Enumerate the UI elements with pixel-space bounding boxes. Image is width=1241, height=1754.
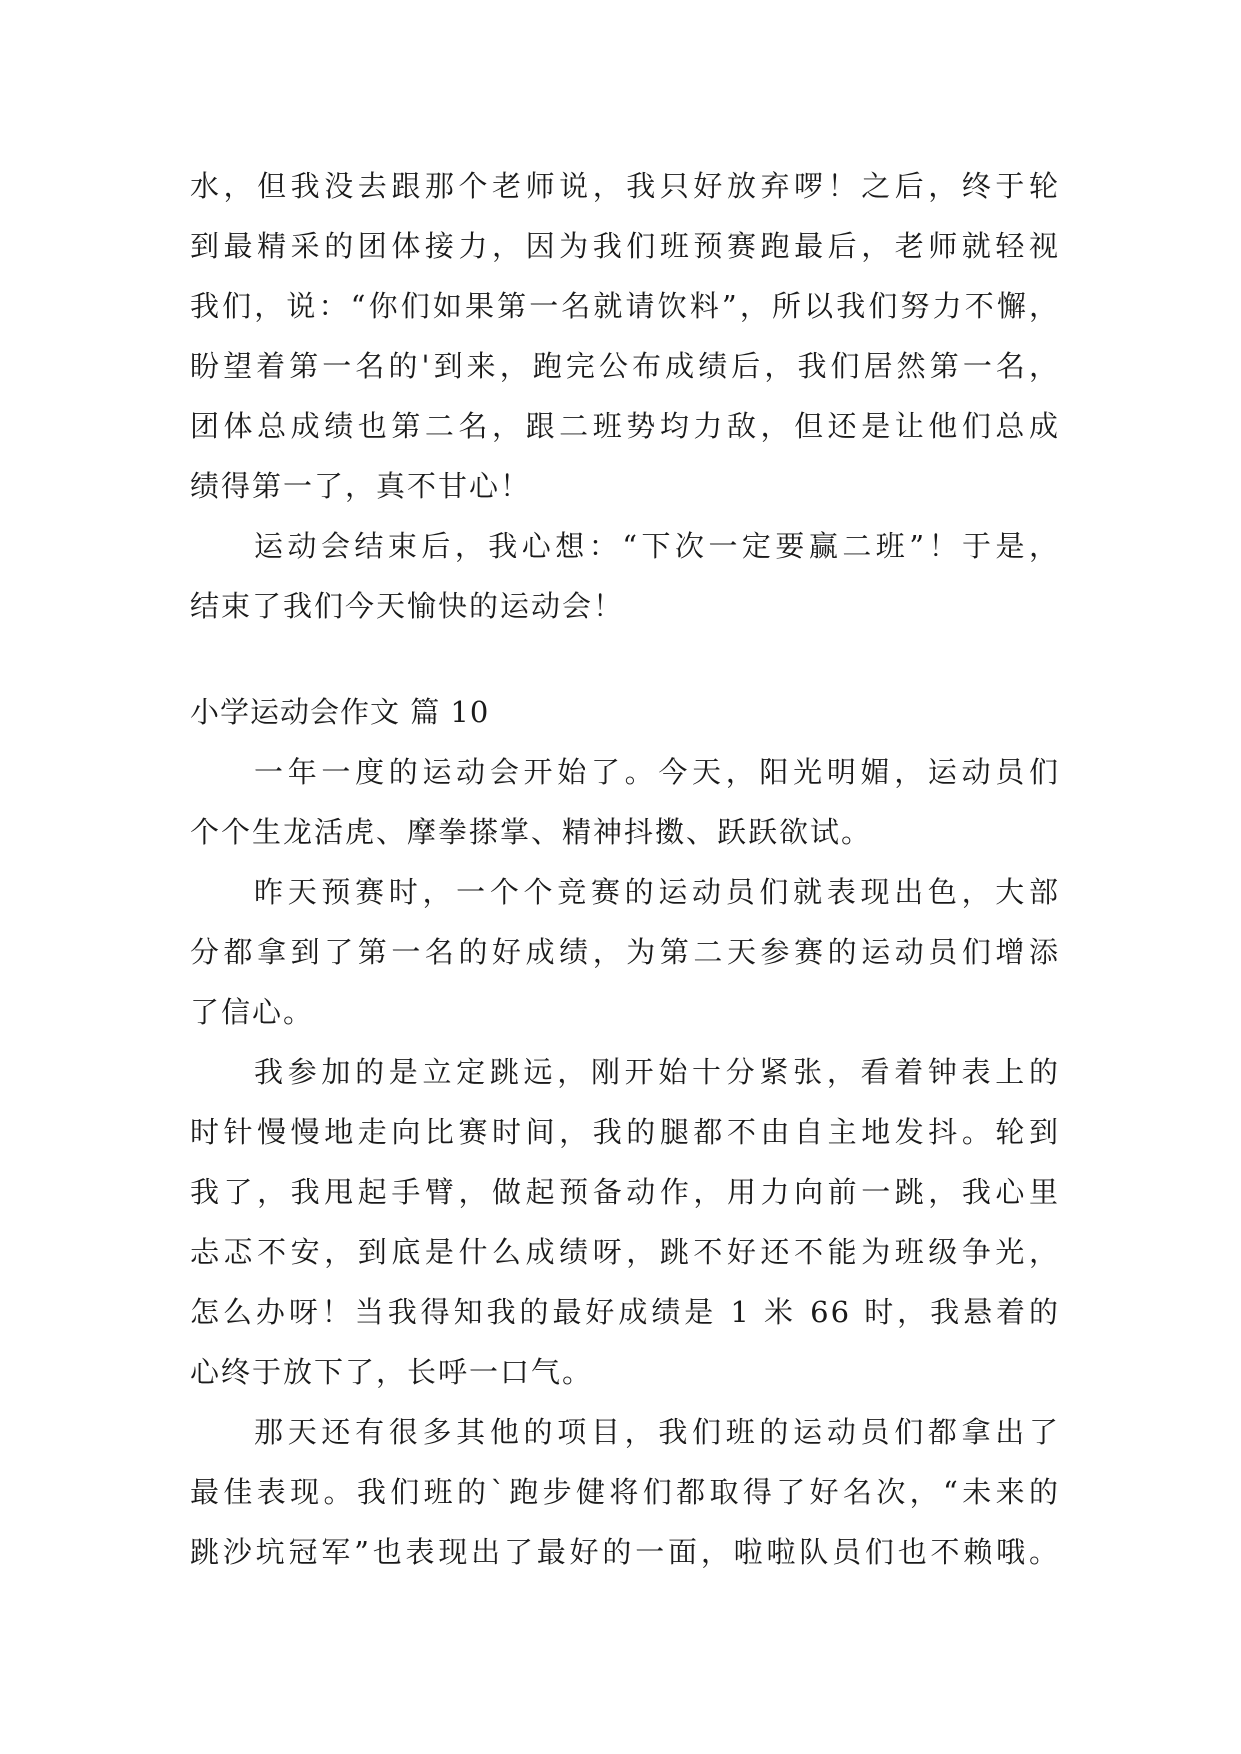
body-line: 心终于放下了，长呼一口气。 [190, 1355, 594, 1389]
body-line: 时针慢慢地走向比赛时间，我的腿都不由自主地发抖。轮到 [190, 1115, 1060, 1149]
body-line: 盼望着第一名的'到来，跑完公布成绩后，我们居然第一名， [190, 349, 1060, 383]
body-line: 我了，我甩起手臂，做起预备动作，用力向前一跳，我心里 [190, 1175, 1060, 1209]
body-line: 结束了我们今天愉快的运动会！ [190, 589, 625, 623]
body-line: 怎么办呀！当我得知我的最好成绩是 1 米 66 时，我悬着的 [190, 1295, 1060, 1329]
body-line: 运动会结束后，我心想：“下次一定要赢二班”！于是， [254, 529, 1060, 563]
body-line: 绩得第一了，真不甘心！ [190, 469, 532, 503]
body-line: 跳沙坑冠军”也表现出了最好的一面，啦啦队员们也不赖哦。 [190, 1535, 1060, 1569]
body-line: 那天还有很多其他的项目，我们班的运动员们都拿出了 [254, 1415, 1060, 1449]
body-line: 水，但我没去跟那个老师说，我只好放弃啰！之后，终于轮 [190, 169, 1060, 203]
body-line: 了信心。 [190, 995, 315, 1029]
body-line: 个个生龙活虎、摩拳搽掌、精神抖擞、跃跃欲试。 [190, 815, 873, 849]
body-line: 分都拿到了第一名的好成绩，为第二天参赛的运动员们增添 [190, 935, 1060, 969]
section-heading: 小学运动会作文 篇 10 [190, 695, 490, 729]
body-line: 我们，说：“你们如果第一名就请饮料”，所以我们努力不懈， [190, 289, 1060, 323]
body-line: 昨天预赛时，一个个竞赛的运动员们就表现出色，大部 [254, 875, 1060, 909]
body-line: 忐忑不安，到底是什么成绩呀，跳不好还不能为班级争光， [190, 1235, 1060, 1269]
body-line: 一年一度的运动会开始了。今天，阳光明媚，运动员们 [254, 755, 1060, 789]
body-line: 到最精采的团体接力，因为我们班预赛跑最后，老师就轻视 [190, 229, 1060, 263]
body-line: 我参加的是立定跳远，刚开始十分紧张，看着钟表上的 [254, 1055, 1060, 1089]
body-line: 团体总成绩也第二名，跟二班势均力敌，但还是让他们总成 [190, 409, 1060, 443]
body-line: 最佳表现。我们班的`跑步健将们都取得了好名次，“未来的 [190, 1475, 1060, 1509]
